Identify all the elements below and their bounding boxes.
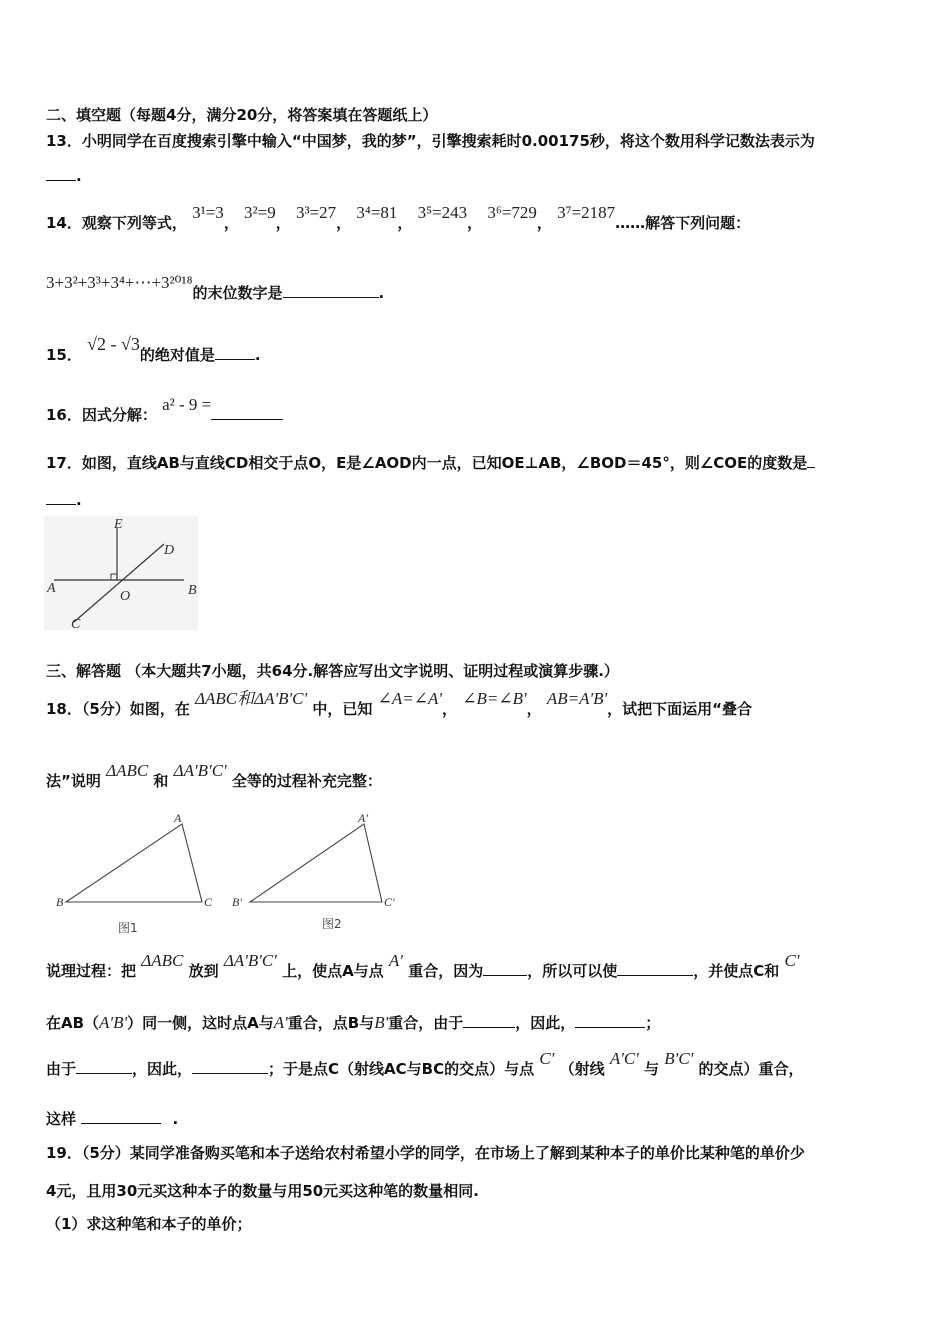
sub-question-text: （1）求这种笔和本子的单价； (46, 1215, 252, 1233)
section-2-heading (46, 104, 910, 125)
equation-3: 3³=27 (295, 203, 337, 222)
segment-ab-prime: A'B' (99, 1013, 128, 1032)
question-text: 如图，直线AB与直线CD相交于点O，E是∠AOD内一点，已知OE⊥AB，∠BOD＝45°，则∠COE的度数是 (81, 454, 808, 472)
question-text: 的末位数字是 (192, 284, 283, 302)
label-d: D (164, 543, 175, 558)
fig1-label-a: A (174, 811, 182, 825)
sqrt-expression: √2 - √3 (87, 334, 140, 354)
section-3-title: 三、解答题 （本大题共7小题，共64分.解答应写出文字说明、证明过程或演算步骤.） (46, 662, 619, 680)
equation-4: 3⁴=81 (356, 203, 398, 222)
fig1-label-b: B (56, 895, 64, 909)
period: . (378, 284, 385, 302)
q18-proof-line1 (46, 951, 910, 981)
equation-2: 3²=9 (244, 203, 276, 222)
sum-expression: 3+3²+3³+3⁴+⋯+3²⁰¹⁸ (46, 273, 193, 292)
question-text-tail: ……解答下列问题： (615, 214, 751, 232)
ray-a-c-prime: A'C' (609, 1049, 639, 1068)
label-a: A (47, 581, 56, 596)
question-19-part1 (46, 1213, 910, 1234)
question-13-answer-line (46, 166, 910, 185)
label-b: B (188, 583, 197, 598)
proof-text: 在AB（ (46, 1014, 100, 1032)
question-14-part2 (46, 273, 910, 303)
question-15 (46, 334, 910, 365)
angle-b-condition: ∠B=∠B' (462, 689, 527, 708)
question-number: 15． (46, 346, 82, 364)
proof-text: 的交点）重合， (698, 1060, 804, 1078)
question-number: 18． (46, 700, 82, 718)
q18-figure-1 (50, 808, 225, 938)
equation-7: 3⁷=2187 (557, 203, 616, 222)
question-text: 法”说明 (46, 772, 101, 790)
triangle-abc-prime: ΔA'B'C' (223, 951, 277, 970)
proof-text: 说理过程：把 (46, 962, 137, 980)
question-14: 14．观察下列等式， 3¹=3， 3²=9， 3³=27， 3⁴=81， 3⁵=243， 3⁶=729， 3⁷=2187……解答下列问题： (46, 203, 751, 232)
proof-text: 重合，因为 (408, 962, 484, 980)
proof-text: 放到 (188, 962, 219, 980)
answer-blank-start[interactable] (807, 453, 815, 468)
point-a-prime: A' (273, 1013, 288, 1032)
proof-text: 重合，点B与 (287, 1014, 375, 1032)
answer-blank[interactable] (46, 166, 76, 181)
proof-text: ；于是点C（射线AC与BC的交点）与点 (268, 1060, 535, 1078)
point-a-prime: A' (388, 951, 403, 970)
q18-proof-line3 (46, 1049, 910, 1079)
proof-blank-5[interactable] (76, 1059, 132, 1074)
fig2-label-c: C' (384, 895, 395, 909)
answer-blank[interactable] (46, 490, 76, 505)
point-b-prime: B' (374, 1013, 389, 1032)
triangle-abc-prime: ΔA'B'C' (173, 761, 227, 780)
triangle-abc: ΔABC (141, 951, 184, 970)
q17-figure (44, 516, 200, 632)
figure-1-caption: 图1 (118, 921, 138, 935)
proof-blank-1[interactable] (483, 961, 527, 976)
proof-text: ）同一侧，这时点A与 (127, 1014, 274, 1032)
proof-text: ，并使点C和 (693, 962, 780, 980)
period: . (172, 1110, 179, 1128)
question-number: 14． (46, 214, 82, 232)
question-17-answer-line (46, 490, 910, 509)
point-c-prime: C' (539, 1049, 555, 1068)
question-text: （5分）某同学准备购买笔和本子送给农村希望小学的同学，在市场上了解到某种本子的单价比某种笔的单价少 (81, 1144, 805, 1162)
ray-b-c-prime: B'C' (664, 1049, 694, 1068)
figure-2-caption: 图2 (322, 917, 342, 931)
question-19 (46, 1142, 910, 1163)
question-text: （5分）如图，在 (81, 700, 190, 718)
proof-blank-3[interactable] (463, 1013, 515, 1028)
label-c: C (71, 617, 81, 632)
q18-proof-line2 (46, 1012, 910, 1033)
fig2-label-b: B' (232, 895, 242, 909)
fig2-label-a: A' (358, 811, 368, 825)
question-18-line2 (46, 761, 910, 791)
section-3-heading (46, 660, 910, 681)
triangle-abc-shape (66, 824, 202, 902)
question-number: 19． (46, 1144, 82, 1162)
question-text: 和 (153, 772, 169, 790)
proof-blank-2[interactable] (617, 961, 693, 976)
question-text: ，试把下面运用“叠合 (607, 700, 752, 718)
proof-blank-7[interactable] (81, 1109, 161, 1124)
period: . (254, 346, 261, 364)
answer-blank[interactable] (211, 405, 283, 420)
label-o: O (120, 589, 131, 604)
q18-proof-line4 (46, 1108, 910, 1129)
proof-blank-4[interactable] (575, 1013, 645, 1028)
side-ab-condition: AB=A'B' (546, 689, 608, 708)
question-number: 17． (46, 454, 82, 472)
q18-figure-2 (228, 808, 408, 938)
proof-text: 重合，由于 (388, 1014, 464, 1032)
angle-a-condition: ∠A=∠A' (377, 689, 442, 708)
question-text: 4元，且用30元买这种本子的数量与用50元买这种笔的数量相同. (46, 1182, 479, 1200)
equation-5: 3⁵=243 (417, 203, 468, 222)
proof-text: 由于 (46, 1060, 77, 1078)
proof-text: 这样 (46, 1110, 77, 1128)
question-text: 全等的过程补充完整： (231, 772, 382, 790)
label-e: E (114, 517, 123, 532)
triangles-expression: ΔABC和ΔA'B'C' (195, 689, 308, 708)
question-text: 的绝对值是 (139, 346, 215, 364)
proof-text: （射线 (559, 1060, 605, 1078)
point-c-prime: C' (784, 951, 800, 970)
period: . (76, 491, 82, 509)
question-text: 因式分解： (81, 406, 157, 424)
period: . (76, 167, 82, 185)
proof-text: ，因此， (132, 1060, 193, 1078)
equation-1: 3¹=3 (192, 203, 224, 222)
proof-blank-6[interactable] (192, 1059, 268, 1074)
proof-text: 与 (644, 1060, 660, 1078)
section-2-title: 二、填空题（每题4分，满分20分，将答案填在答题纸上） (46, 106, 438, 124)
question-13 (46, 130, 910, 151)
proof-text: ，因此， (515, 1014, 576, 1032)
question-text: 观察下列等式， (81, 214, 187, 232)
triangle-abc-prime-shape (250, 824, 382, 902)
factor-expression: a² - 9 = (162, 395, 212, 414)
question-19-line2 (46, 1180, 910, 1201)
equation-6: 3⁶=729 (487, 203, 537, 222)
answer-blank[interactable] (215, 345, 255, 360)
proof-text: ，所以可以使 (527, 962, 618, 980)
proof-text: ； (645, 1014, 661, 1032)
fig1-label-c: C (204, 895, 213, 909)
question-18: 18．（5分）如图，在 ΔABC和ΔA'B'C' 中，已知 ∠A=∠A'， ∠B=∠B'， AB=A'B'，试把下面运用“叠合 (46, 689, 752, 718)
question-number: 13． (46, 132, 82, 150)
proof-text: 上，使点A与点 (282, 962, 384, 980)
triangle-abc: ΔABC (106, 761, 149, 780)
question-17 (46, 452, 910, 473)
question-number: 16． (46, 406, 82, 424)
answer-blank[interactable] (283, 283, 379, 298)
question-text: 小明同学在百度搜索引擎中输入“中国梦，我的梦”，引擎搜索耗时0.00175秒，将这个数用科学记数法表示为 (81, 132, 815, 150)
question-text: 中，已知 (312, 700, 373, 718)
question-16 (46, 395, 910, 425)
figure-background (44, 516, 198, 630)
